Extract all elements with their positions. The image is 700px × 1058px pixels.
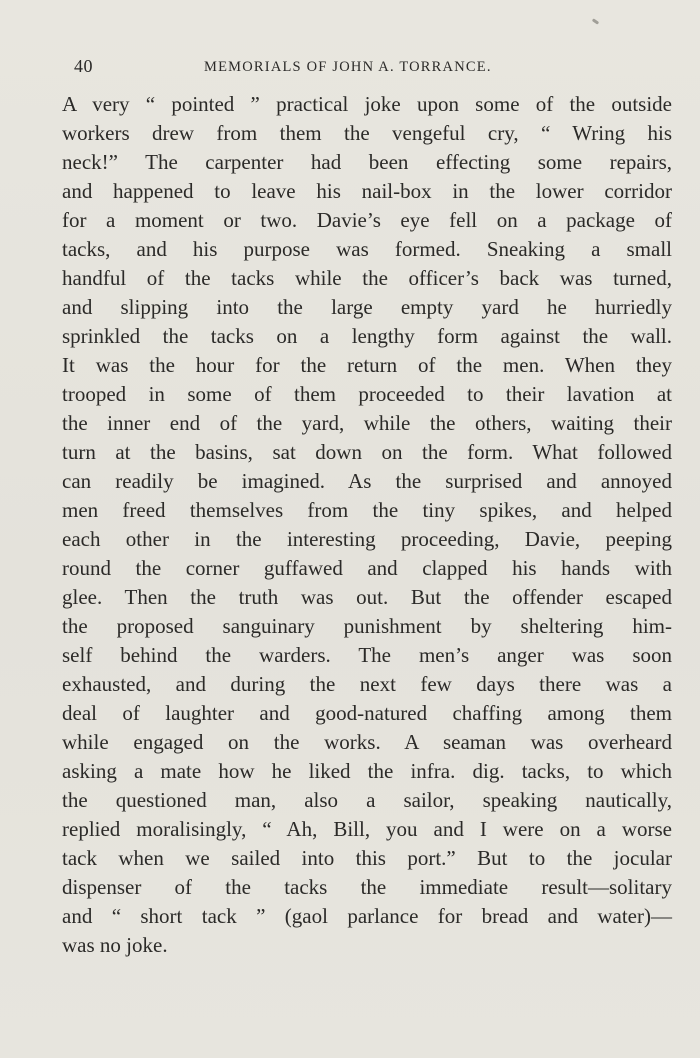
text-line: round the corner guffawed and clapped his hands with bbox=[62, 556, 672, 580]
text-line: and “ short tack ” (gaol parlance for bread and water)— bbox=[62, 904, 672, 928]
text-line: replied moralisingly, “ Ah, Bill, you and I were on a worse bbox=[62, 817, 672, 841]
text-line: tack when we sailed into this port.” But to the jocular bbox=[62, 846, 672, 870]
text-line: the proposed sanguinary punishment by sheltering him- bbox=[62, 614, 672, 638]
text-line: and slipping into the large empty yard he hurriedly bbox=[62, 295, 672, 319]
text-line: the questioned man, also a sailor, speaking nautically, bbox=[62, 788, 672, 812]
text-line: tacks, and his purpose was formed. Sneaking a small bbox=[62, 237, 672, 261]
text-line: exhausted, and during the next few days there was a bbox=[62, 672, 672, 696]
text-line: asking a mate how he liked the infra. dig. tacks, to which bbox=[62, 759, 672, 783]
text-line: A very “ pointed ” practical joke upon some of the outside bbox=[62, 92, 672, 116]
text-line: was no joke. bbox=[62, 933, 168, 957]
text-line: deal of laughter and good-natured chaffing among them bbox=[62, 701, 672, 725]
text-line: can readily be imagined. As the surprised and annoyed bbox=[62, 469, 672, 493]
text-line: for a moment or two. Davie’s eye fell on a package of bbox=[62, 208, 672, 232]
text-line: self behind the warders. The men’s anger was soon bbox=[62, 643, 672, 667]
text-line: workers drew from them the vengeful cry, “ Wring his bbox=[62, 121, 672, 145]
text-line: turn at the basins, sat down on the form. What followed bbox=[62, 440, 672, 464]
page-header bbox=[74, 56, 672, 82]
ink-speck bbox=[592, 18, 599, 24]
text-line: glee. Then the truth was out. But the offender escaped bbox=[62, 585, 672, 609]
running-head: MEMORIALS OF JOHN A. TORRANCE. bbox=[204, 59, 492, 75]
text-line: trooped in some of them proceeded to their lavation at bbox=[62, 382, 672, 406]
text-line: dispenser of the tacks the immediate result—solitary bbox=[62, 875, 672, 899]
text-line: while engaged on the works. A seaman was overheard bbox=[62, 730, 672, 754]
text-line: handful of the tacks while the officer’s back was turned, bbox=[62, 266, 672, 290]
text-line: each other in the interesting proceeding, Davie, peeping bbox=[62, 527, 672, 551]
text-line: It was the hour for the return of the men. When they bbox=[62, 353, 672, 377]
page-number: 40 bbox=[74, 56, 93, 76]
text-line: the inner end of the yard, while the others, waiting their bbox=[62, 411, 672, 435]
text-line: and happened to leave his nail-box in the lower corridor bbox=[62, 179, 672, 203]
text-line: sprinkled the tacks on a lengthy form against the wall. bbox=[62, 324, 672, 348]
text-line: neck!” The carpenter had been effecting some repairs, bbox=[62, 150, 672, 174]
body-text bbox=[62, 90, 672, 960]
text-line: men freed themselves from the tiny spikes, and helped bbox=[62, 498, 672, 522]
